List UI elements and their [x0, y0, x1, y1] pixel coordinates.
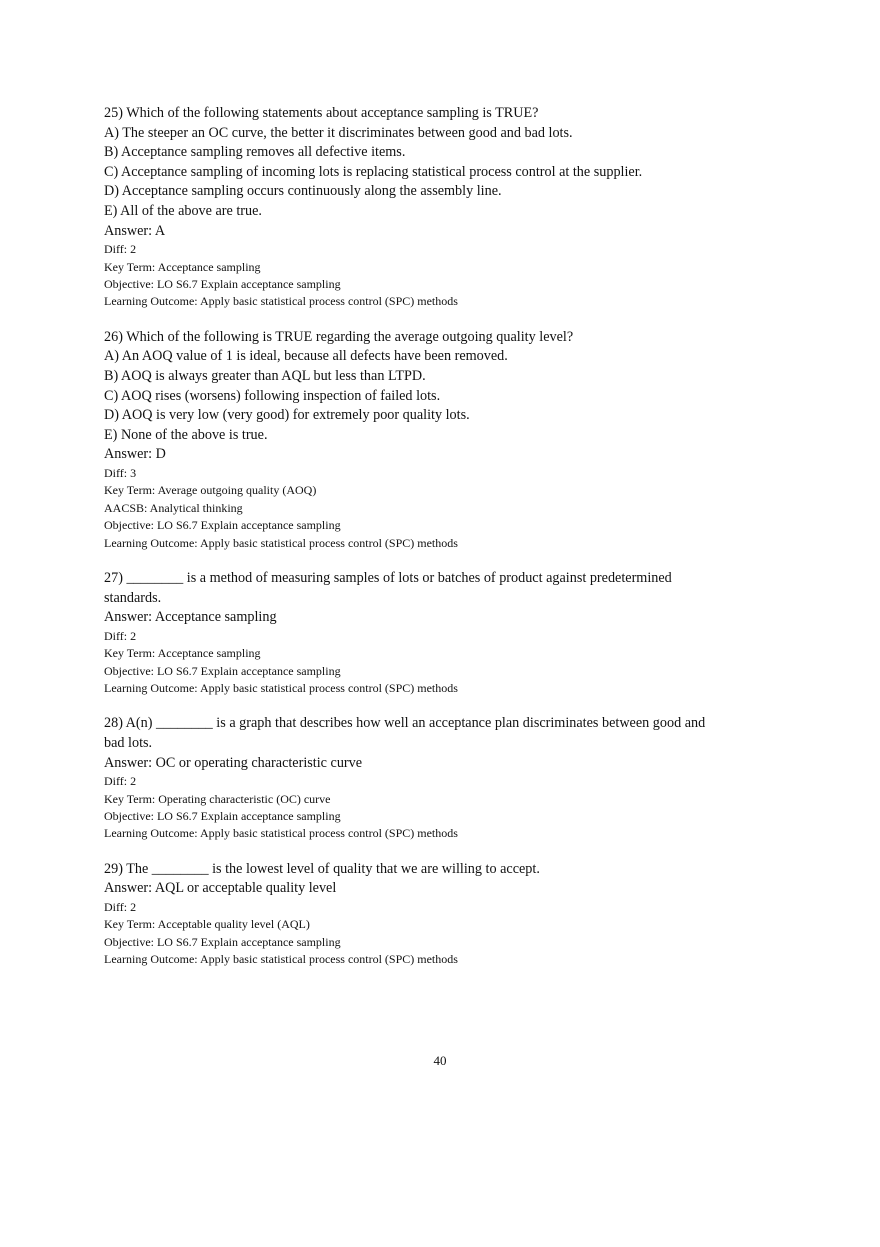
answer-option-a: A) An AOQ value of 1 is ideal, because all defects have been removed. — [104, 348, 508, 365]
learning-outcome: Learning Outcome: Apply basic statistical process control (SPC) methods — [104, 294, 458, 309]
answer-key: Answer: A — [104, 222, 166, 239]
objective: Objective: LO S6.7 Explain acceptance sampling — [104, 518, 341, 533]
question-stem: 28) A(n) ________ is a graph that describes how well an acceptance plan discriminates between good and bad lots. — [104, 715, 706, 751]
question-list — [104, 104, 744, 986]
question-28 — [104, 714, 744, 842]
question-stem: 29) The ________ is the lowest level of quality that we are willing to accept. — [104, 860, 540, 877]
question-25 — [104, 104, 744, 311]
answer-option-b: B) Acceptance sampling removes all defective items. — [104, 144, 406, 161]
difficulty: Diff: 2 — [104, 628, 137, 643]
answer-option-b: B) AOQ is always greater than AQL but less than LTPD. — [104, 367, 426, 384]
objective: Objective: LO S6.7 Explain acceptance sampling — [104, 934, 341, 949]
question-29 — [104, 860, 744, 969]
difficulty: Diff: 2 — [104, 899, 137, 914]
answer-key: Answer: D — [104, 446, 166, 463]
difficulty: Diff: 2 — [104, 242, 137, 257]
difficulty: Diff: 2 — [104, 774, 137, 789]
answer-option-d: D) Acceptance sampling occurs continuously along the assembly line. — [104, 183, 502, 200]
key-term: Key Term: Average outgoing quality (AOQ) — [104, 483, 317, 498]
key-term: Key Term: Acceptable quality level (AQL) — [104, 917, 310, 932]
answer-option-e: E) None of the above is true. — [104, 426, 268, 443]
question-stem: 25) Which of the following statements about acceptance sampling is TRUE? — [104, 105, 539, 121]
answer-key: Answer: OC or operating characteristic curve — [104, 754, 363, 771]
learning-outcome: Learning Outcome: Apply basic statistical process control (SPC) methods — [104, 535, 458, 550]
answer-option-d: D) AOQ is very low (very good) for extremely poor quality lots. — [104, 407, 470, 424]
key-term: Key Term: Operating characteristic (OC) curve — [104, 791, 331, 806]
answer-key: Answer: AQL or acceptable quality level — [104, 880, 337, 897]
key-term: Key Term: Acceptance sampling — [104, 646, 261, 661]
question-26 — [104, 328, 744, 552]
answer-option-c: C) Acceptance sampling of incoming lots is replacing statistical process control at the supplier. — [104, 163, 643, 180]
objective: Objective: LO S6.7 Explain acceptance sampling — [104, 276, 341, 291]
page-number: 40 — [433, 1053, 447, 1068]
question-stem: 27) ________ is a method of measuring samples of lots or batches of product against predetermined standards. — [104, 569, 672, 606]
aacsb: AACSB: Analytical thinking — [104, 500, 243, 515]
answer-key: Answer: Acceptance sampling — [104, 609, 277, 626]
difficulty: Diff: 3 — [104, 465, 137, 480]
question-27 — [104, 569, 744, 697]
learning-outcome: Learning Outcome: Apply basic statistical process control (SPC) methods — [104, 680, 458, 695]
question-stem: 26) Which of the following is TRUE regarding the average outgoing quality level? — [104, 328, 574, 345]
learning-outcome: Learning Outcome: Apply basic statistical process control (SPC) methods — [104, 952, 458, 967]
objective: Objective: LO S6.7 Explain acceptance sampling — [104, 663, 341, 678]
answer-option-c: C) AOQ rises (worsens) following inspection of failed lots. — [104, 387, 441, 404]
key-term: Key Term: Acceptance sampling — [104, 259, 261, 274]
learning-outcome: Learning Outcome: Apply basic statistical process control (SPC) methods — [104, 826, 458, 841]
answer-option-e: E) All of the above are true. — [104, 202, 262, 219]
objective: Objective: LO S6.7 Explain acceptance sampling — [104, 808, 341, 823]
answer-option-a: A) The steeper an OC curve, the better it discriminates between good and bad lots. — [104, 124, 573, 141]
